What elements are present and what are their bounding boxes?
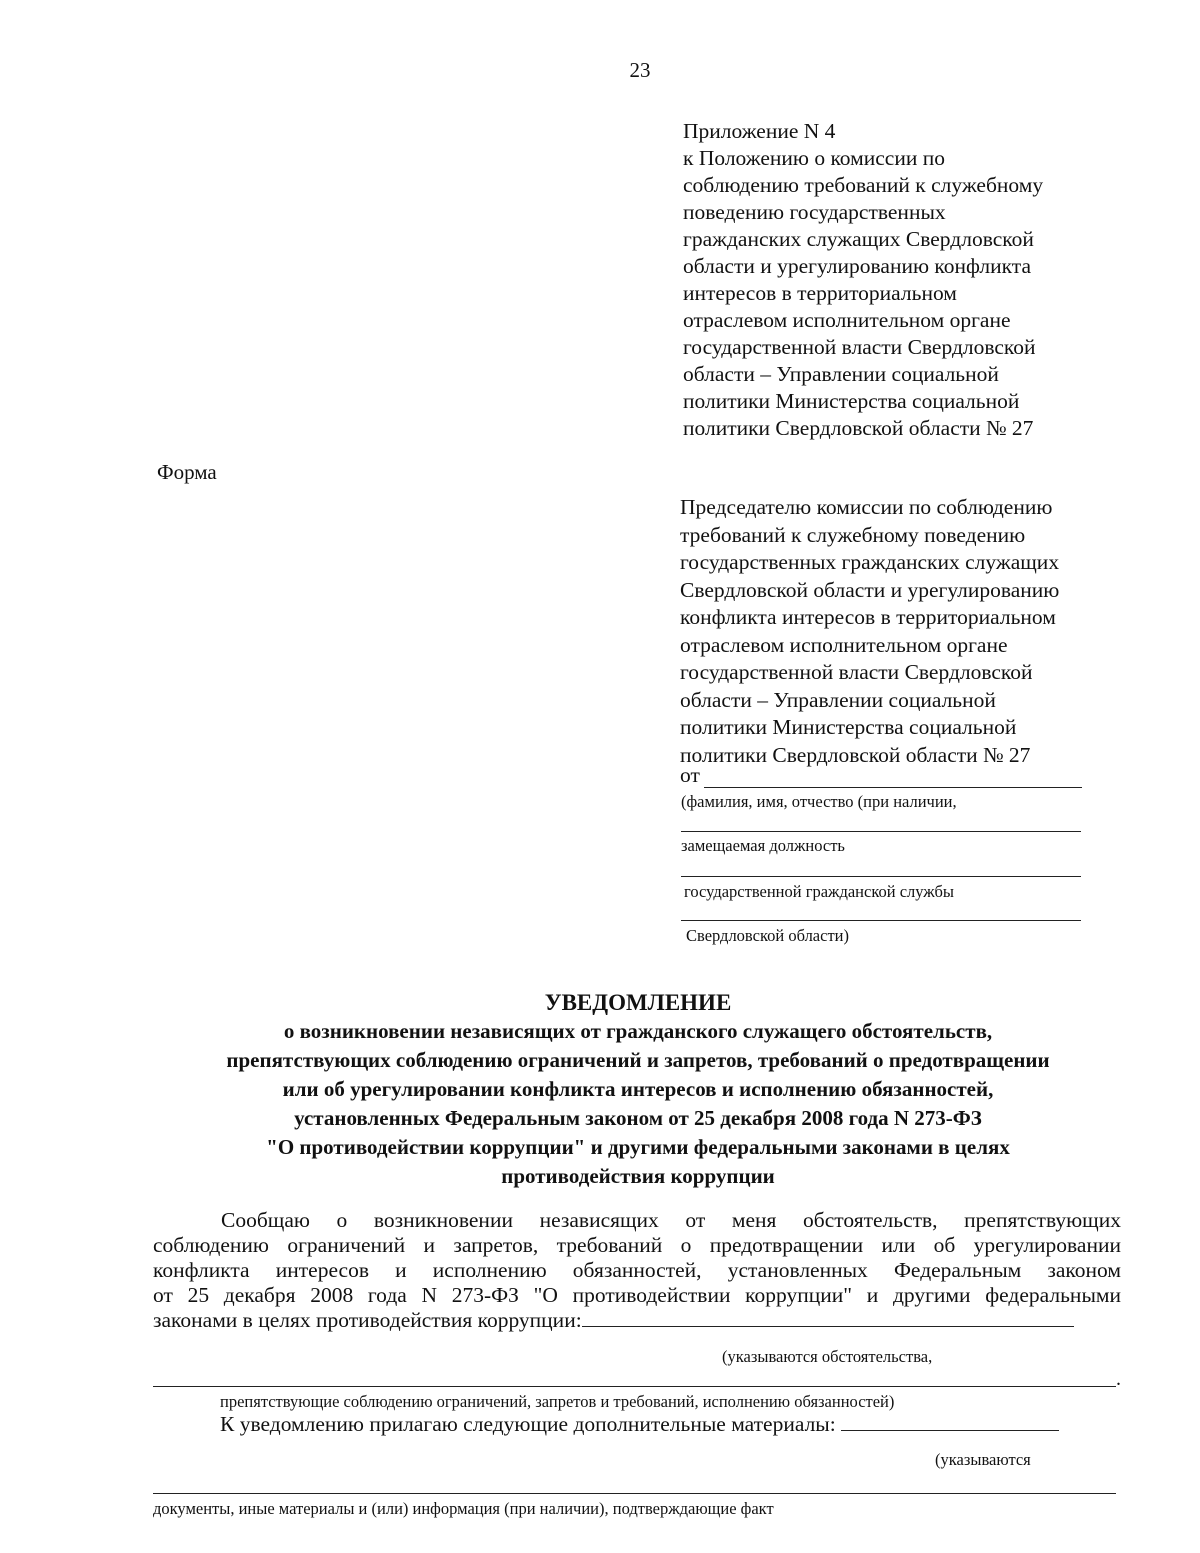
attachments-blank-line-2[interactable] [153, 1493, 1116, 1494]
attachments-label: К уведомлению прилагаю следующие дополнительные материалы: [220, 1412, 836, 1436]
blank-line-position[interactable] [681, 876, 1081, 877]
subtitle-line: о возникновении независящих от гражданского служащего обстоятельств, [283, 1019, 993, 1043]
body-line: от 25 декабря 2008 года N 273-ФЗ "О противодействии коррупции" и другими федеральными [153, 1283, 1121, 1307]
appendix-line: к Положению о комиссии по [683, 146, 945, 170]
addressee-line: области – Управлении социальной [680, 687, 996, 712]
subtitle-line: противодействия коррупции [501, 1164, 775, 1188]
appendix-line: гражданских служащих Свердловской [683, 227, 1034, 251]
end-period: . [1116, 1368, 1121, 1390]
subtitle-line: "О противодействии коррупции" и другими федеральными законами в целях [266, 1135, 1010, 1159]
blank-line-name[interactable] [681, 831, 1081, 832]
from-field[interactable] [680, 763, 1082, 791]
appendix-line: Приложение N 4 [683, 119, 836, 143]
addressee-line: конфликта интересов в территориальном [680, 605, 1056, 629]
appendix-line: политики Министерства социальной [683, 389, 1020, 413]
addressee-line: требований к служебному поведению [680, 522, 1026, 547]
appendix-line: отраслевом исполнительном органе [683, 308, 1011, 332]
hint-documents: документы, иные материалы и (или) информация (при наличии), подтверждающие факт [153, 1499, 774, 1518]
appendix-line: государственной власти Свердловской [683, 335, 1036, 359]
appendix-line: поведению государственных [683, 200, 946, 224]
hint-position: замещаемая должность [681, 836, 845, 855]
addressee-line: государственной власти Свердловской [680, 660, 1033, 684]
from-label: от [680, 763, 700, 787]
document-title: УВЕДОМЛЕНИЕ [544, 990, 732, 1015]
attachments-sentence [220, 1412, 1059, 1437]
addressee-line: Свердловской области и урегулированию [680, 577, 1060, 602]
body-line-last [153, 1308, 1121, 1333]
subtitle-line: установленных Федеральным законом от 25 декабря 2008 года N 273-ФЗ [294, 1106, 982, 1130]
appendix-line: соблюдению требований к служебному [683, 173, 1044, 197]
body-line: соблюдению ограничений и запретов, требований о предотвращении или об урегулировании [153, 1233, 1121, 1257]
attachments-blank-line[interactable] [841, 1412, 1059, 1431]
addressee-block [680, 494, 1170, 769]
body-paragraph [153, 1208, 1121, 1333]
document-subtitle [140, 1017, 1136, 1191]
body-line: конфликта интересов и исполнению обязанностей, установленных Федеральным законом [153, 1258, 1121, 1282]
subtitle-line: или об урегулировании конфликта интересов и исполнению обязанностей, [282, 1077, 994, 1101]
appendix-line: области – Управлении социальной [683, 362, 999, 386]
circumstances-blank-line[interactable] [582, 1308, 1074, 1327]
appendix-block [683, 118, 1163, 442]
appendix-line: области и урегулированию конфликта [683, 254, 1031, 278]
appendix-line: политики Свердловской области № 27 [683, 416, 1034, 440]
page-number: 23 [629, 58, 651, 82]
addressee-line: отраслевом исполнительном органе [680, 632, 1008, 657]
circumstances-blank-line-2[interactable] [153, 1386, 1116, 1387]
addressee-line: политики Министерства социальной [680, 715, 1017, 739]
body-line: Сообщаю о возникновении независящих от меня обстоятельств, препятствующих [221, 1208, 1121, 1232]
hint-specify: (указываются [935, 1450, 1031, 1469]
from-blank-line[interactable] [704, 787, 1082, 788]
addressee-line: политики Свердловской области № 27 [680, 742, 1031, 767]
addressee-line: Председателю комиссии по соблюдению [680, 495, 1053, 519]
addressee-line: государственных гражданских служащих [680, 550, 1060, 574]
subtitle-line: препятствующих соблюдению ограничений и запретов, требований о предотвращении [226, 1048, 1050, 1072]
hint-region: Свердловской области) [686, 926, 849, 945]
blank-line-service[interactable] [681, 920, 1081, 921]
hint-circumstances: (указываются обстоятельства, [722, 1347, 933, 1366]
form-label: Форма [157, 460, 217, 484]
appendix-line: интересов в территориальном [683, 281, 957, 305]
body-line: законами в целях противодействия коррупции: [153, 1308, 582, 1332]
hint-obstacles: препятствующие соблюдению ограничений, запретов и требований, исполнению обязанностей) [220, 1392, 895, 1411]
hint-civil-service: государственной гражданской службы [684, 882, 954, 901]
hint-full-name: (фамилия, имя, отчество (при наличии, [681, 792, 957, 811]
